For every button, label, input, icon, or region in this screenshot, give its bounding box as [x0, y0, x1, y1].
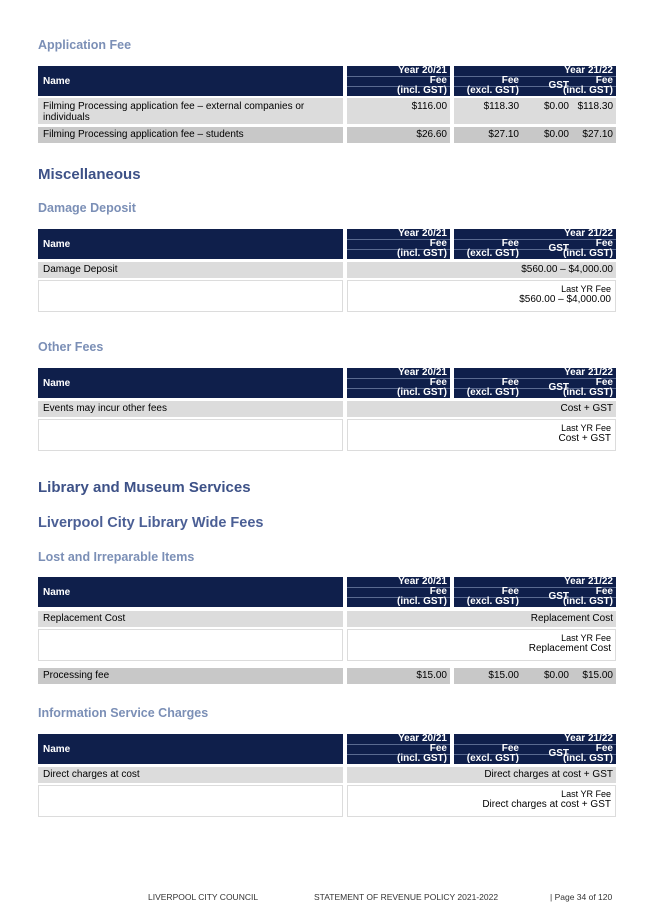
header-fee: Fee	[429, 586, 447, 597]
last-year-value: $560.00 – $4,000.00	[519, 294, 611, 305]
table-row	[38, 767, 616, 783]
header-year-2122: Year 21/22	[564, 228, 613, 239]
header-excl-gst: (excl. GST)	[466, 248, 519, 259]
header-excl-gst: (excl. GST)	[466, 85, 519, 96]
last-year-label: Last YR Fee	[561, 284, 611, 294]
header-year-2122: Year 21/22	[564, 576, 613, 587]
header-gst: GST	[548, 80, 569, 91]
header-gst: GST	[548, 243, 569, 254]
header-year-2122: Year 21/22	[564, 65, 613, 76]
row-fee-2021: $26.60	[416, 129, 447, 140]
footer-page-number: | Page 34 of 120	[550, 892, 613, 902]
table-row	[38, 401, 616, 417]
row-fee-excl: $118.30	[483, 101, 519, 112]
header-fee-excl: Fee	[501, 743, 519, 754]
header-year-2021: Year 20/21	[398, 367, 447, 378]
header-incl-gst-2122: (incl. GST)	[563, 596, 613, 607]
header-year-2122: Year 21/22	[564, 367, 613, 378]
row-name: Events may incur other fees	[43, 403, 167, 414]
table-header	[38, 66, 616, 96]
header-name: Name	[43, 76, 71, 87]
fee-table-damage-deposit	[38, 228, 616, 305]
row-fee-incl: $15.00	[582, 670, 613, 681]
header-fee-incl: Fee	[595, 377, 613, 388]
header-name: Name	[43, 587, 71, 598]
row-name: Filming Processing application fee – external companies or individuals	[43, 101, 305, 123]
last-year-label: Last YR Fee	[561, 633, 611, 643]
header-gst: GST	[548, 382, 569, 393]
header-incl-gst: (incl. GST)	[397, 387, 447, 398]
row-name: Replacement Cost	[43, 613, 126, 624]
section-heading-library-wide: Liverpool City Library Wide Fees	[38, 515, 264, 531]
section-heading-miscellaneous: Miscellaneous	[38, 166, 141, 183]
header-fee-excl: Fee	[501, 586, 519, 597]
section-heading-damage-deposit: Damage Deposit	[38, 201, 136, 215]
row-value: Replacement Cost	[530, 613, 613, 624]
header-fee-excl: Fee	[501, 377, 519, 388]
header-incl-gst-2122: (incl. GST)	[563, 248, 613, 259]
table-row	[38, 611, 616, 627]
row-gst: $0.00	[543, 129, 569, 140]
table-header	[38, 577, 616, 607]
last-year-label: Last YR Fee	[561, 423, 611, 433]
fee-table-info-service	[38, 733, 616, 810]
header-name: Name	[43, 239, 71, 250]
header-incl-gst: (incl. GST)	[397, 85, 447, 96]
last-year-value: Replacement Cost	[528, 643, 611, 654]
row-name: Filming Processing application fee – students	[43, 129, 244, 140]
header-year-2021: Year 20/21	[398, 65, 447, 76]
header-incl-gst: (incl. GST)	[397, 596, 447, 607]
table-row	[38, 98, 616, 124]
row-fee-incl: $118.30	[577, 101, 613, 112]
footer-doc-title: STATEMENT OF REVENUE POLICY 2021-2022	[314, 892, 499, 902]
fee-table-application	[38, 65, 616, 140]
header-incl-gst: (incl. GST)	[397, 248, 447, 259]
row-name: Direct charges at cost	[43, 769, 140, 780]
header-fee: Fee	[429, 75, 447, 86]
header-incl-gst-2122: (incl. GST)	[563, 753, 613, 764]
header-fee-incl: Fee	[595, 238, 613, 249]
header-year-2122: Year 21/22	[564, 733, 613, 744]
header-excl-gst: (excl. GST)	[466, 387, 519, 398]
header-excl-gst: (excl. GST)	[466, 596, 519, 607]
row-value: Cost + GST	[560, 403, 613, 414]
row-gst: $0.00	[543, 101, 569, 112]
section-heading-info-service: Information Service Charges	[38, 706, 209, 720]
section-heading-other-fees: Other Fees	[38, 340, 104, 354]
header-name: Name	[43, 744, 71, 755]
last-year-box	[347, 419, 616, 451]
header-fee: Fee	[429, 377, 447, 388]
section-heading-library: Library and Museum Services	[38, 479, 251, 496]
row-fee-incl: $27.10	[582, 129, 613, 140]
header-fee: Fee	[429, 238, 447, 249]
header-gst: GST	[548, 748, 569, 759]
section-heading-application-fee: Application Fee	[38, 38, 132, 52]
header-gst: GST	[548, 591, 569, 602]
row-fee-2021: $116.00	[411, 101, 447, 112]
header-fee-incl: Fee	[595, 586, 613, 597]
table-row	[38, 668, 616, 684]
header-year-2021: Year 20/21	[398, 733, 447, 744]
header-incl-gst: (incl. GST)	[397, 753, 447, 764]
header-fee: Fee	[429, 743, 447, 754]
last-year-box	[347, 785, 616, 817]
header-year-2021: Year 20/21	[398, 228, 447, 239]
last-year-value: Direct charges at cost + GST	[482, 799, 611, 810]
row-name: Processing fee	[43, 670, 110, 681]
row-fee-excl: $27.10	[488, 129, 519, 140]
header-excl-gst: (excl. GST)	[466, 753, 519, 764]
last-year-box	[347, 629, 616, 661]
header-name: Name	[43, 378, 71, 389]
section-heading-lost-items: Lost and Irreparable Items	[38, 550, 195, 564]
header-year-2021: Year 20/21	[398, 576, 447, 587]
last-year-box	[347, 280, 616, 312]
footer-org: LIVERPOOL CITY COUNCIL	[148, 892, 259, 902]
table-header	[38, 734, 616, 764]
header-fee-excl: Fee	[501, 75, 519, 86]
table-row	[38, 127, 616, 143]
last-year-value: Cost + GST	[558, 433, 611, 444]
header-fee-excl: Fee	[501, 238, 519, 249]
table-row	[38, 262, 616, 278]
header-incl-gst-2122: (incl. GST)	[563, 85, 613, 96]
row-fee-2021: $15.00	[416, 670, 447, 681]
row-fee-excl: $15.00	[488, 670, 519, 681]
table-header	[38, 368, 616, 398]
last-year-label: Last YR Fee	[561, 789, 611, 799]
row-value: Direct charges at cost + GST	[484, 769, 613, 780]
row-value: $560.00 – $4,000.00	[521, 264, 613, 275]
header-fee-incl: Fee	[595, 743, 613, 754]
row-gst: $0.00	[543, 670, 569, 681]
header-incl-gst-2122: (incl. GST)	[563, 387, 613, 398]
row-name: Damage Deposit	[43, 264, 118, 275]
header-fee-incl: Fee	[595, 75, 613, 86]
table-header	[38, 229, 616, 259]
fee-table-other-fees	[38, 367, 616, 444]
fee-table-lost-items	[38, 576, 616, 681]
